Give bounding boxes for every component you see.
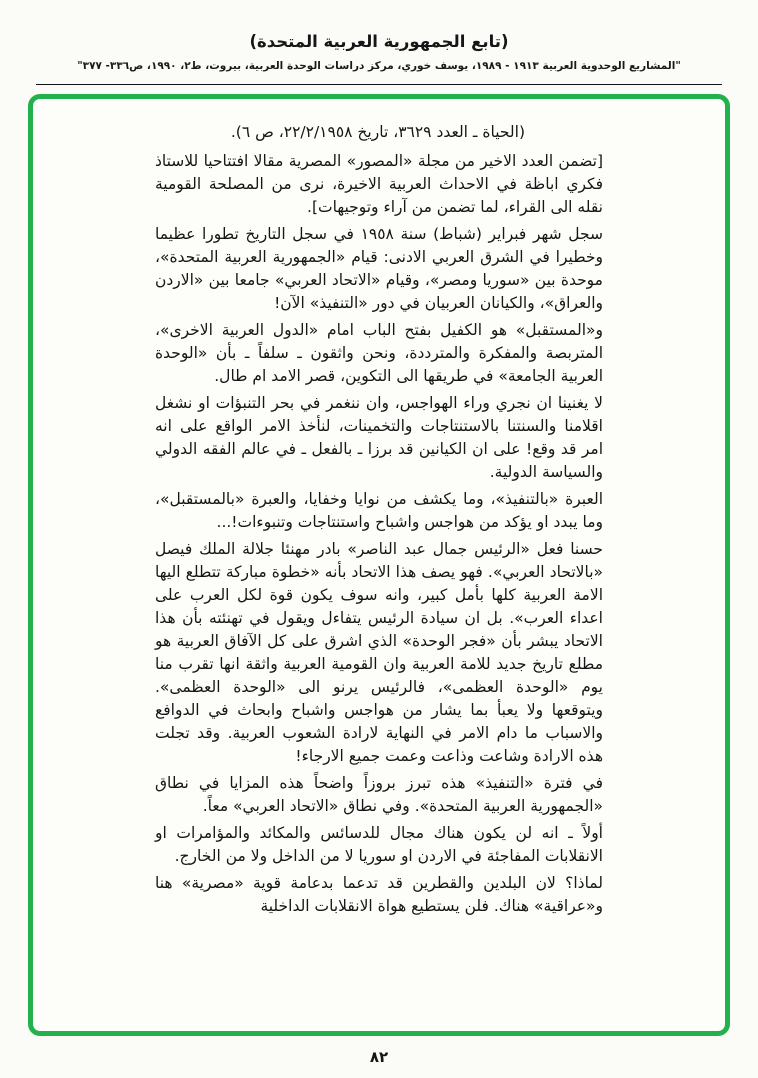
page-header [0, 32, 758, 72]
source-citation: "المشاريع الوحدوية العربية ١٩١٣ - ١٩٨٩، يوسف خوري، مركز دراسات الوحدة العربية، بيروت، ط٢، ١٩٩٠، ص٣٣٦- ٣٧٧" [77, 60, 681, 72]
body-paragraph: و«المستقبل» هو الكفيل بفتح الباب امام «الدول العربية الاخرى»، المتربصة والمفكرة والمترددة، ونحن واثقون ـ سلفاً ـ بأن «الوحدة العربية الجامعة» في طريقها الى التكوين، قصر الامد ام طال. [155, 321, 603, 385]
article-source-line: (الحياة ـ العدد ٣٦٢٩، تاريخ ٢٢/٢/١٩٥٨، ص ٦). [230, 123, 525, 141]
body-paragraph: لماذا؟ لان البلدين والقطرين قد تدعما بدعامة قوية «مصرية» هنا و«عراقية» هناك. فلن يستطيع هواة الانقلابات الداخلية [155, 874, 603, 915]
body-paragraph: العبرة «بالتنفيذ»، وما يكشف من نوايا وخفايا، والعبرة «بالمستقبل»، وما يبدد او يؤكد من هواجس واشباح واستنتاجات وتنبوءات!... [155, 490, 603, 531]
page-title: (تابع الجمهورية العربية المتحدة) [249, 32, 509, 51]
body-paragraph: أولاً ـ انه لن يكون هناك مجال للدسائس والمكائد والمؤامرات او الانقلابات المفاجئة في الاردن او سوريا لا من الداخل ولا من الخارج. [155, 824, 603, 865]
page-number: ٨٢ [369, 1048, 389, 1066]
header-divider [36, 84, 722, 85]
body-paragraph: حسنا فعل «الرئيس جمال عبد الناصر» بادر مهنئا جلالة الملك فيصل «بالاتحاد العربي». فهو يصف هذا الاتحاد بأنه «خطوة مباركة تتطلع اليها الامة العربية كلها بأمل كبير، وانه سوف يكون قوة لكل العرب على اعداء العرب». بل ان سيادة الرئيس يتفاءل ويقول في تهنئته بأن هذا الاتحاد يبشر بأن «فجر الوحدة» الذي اشرق على كل الآفاق العربية هو مطلع تاريخ جديد للامة العربية وان القومية العربية واثقة انها تقرب منا يوم «الوحدة العظمى»، فالرئيس يرنو الى «الوحدة العظمى». ويتوقعها ولا يعبأ بما يشار من هواجس واشباح وابحاث في الدوافع والاسباب ما دام الامر في النهاية لارادة الشعوب العربية. وقد تجلت هذه الارادة وشاعت وذاعت وعمت جميع الارجاء! [155, 540, 603, 765]
body-paragraph: في فترة «التنفيذ» هذه تبرز بروزاً واضحاً هذه المزايا في نطاق «الجمهورية العربية المتحدة». وفي نطاق «الاتحاد العربي» معاً. [155, 774, 603, 815]
article-body [155, 121, 603, 918]
body-paragraph: لا يغنينا ان نجري وراء الهواجس، وان ننغمر في بحر التنبؤات او نشغل اقلامنا والسنتنا بالاستنتاجات والتخمينات، لنأخذ الامر الواقع على انه امر قد وقع! على ان الكيانين قد برزا ـ بالفعل ـ في عالم الفقه الدولي والسياسة الدولية. [155, 394, 603, 481]
editor-note-paragraph: [تضمن العدد الاخير من مجلة «المصور» المصرية مقالا افتتاحيا للاستاذ فكري اباظة في الاحداث العربية الاخيرة، نرى من المصلحة القومية نقله الى القراء، لما تضمن من آراء وتوجيهات]. [155, 152, 603, 216]
body-paragraph: سجل شهر فبراير (شباط) سنة ١٩٥٨ في سجل التاريخ تطورا عظيما وخطيرا في الشرق العربي الادنى: قيام «الجمهورية العربية المتحدة»، موحدة بين «سوريا ومصر»، وقيام «الاتحاد العربي» جامعا بين «الاردن والعراق»، والكيانان العربيان في دور «التنفيذ» الآن! [155, 225, 603, 312]
content-border-box [28, 94, 730, 1036]
